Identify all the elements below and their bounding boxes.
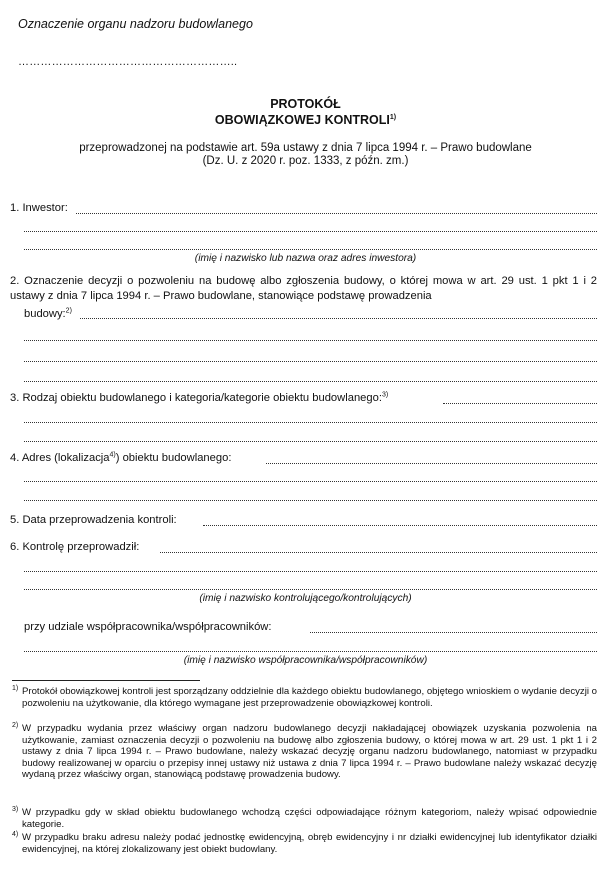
object-type-field-line-2[interactable] <box>24 422 597 423</box>
footnote-2-number: 2) <box>12 722 19 729</box>
footnote-3 <box>12 807 597 830</box>
footnote-2 <box>12 723 597 781</box>
address-label-b: ) obiektu budowlanego: <box>115 452 232 464</box>
inspection-date-field-line[interactable] <box>203 525 597 526</box>
document-title: PROTOKÓŁ <box>270 97 341 111</box>
address-field-line-2[interactable] <box>24 481 597 482</box>
coworker-field-line-2[interactable] <box>24 651 597 652</box>
investor-field-line-2[interactable] <box>24 231 597 232</box>
footnote-1-number: 1) <box>12 685 19 692</box>
title-line2: OBOWIĄZKOWEJ KONTROLI <box>214 113 390 127</box>
decision-footnote-ref: 2) <box>65 307 72 315</box>
legal-basis-line1: przeprowadzonej na podstawie art. 59a ustawy z dnia 7 lipca 1994 r. – Prawo budowlane <box>79 142 532 154</box>
footnote-separator <box>12 680 200 681</box>
decision-label-end <box>24 308 72 320</box>
organ-dots: ………………………………………………….. <box>18 56 238 68</box>
decision-last-word: budowy: <box>24 308 66 320</box>
object-type-label <box>10 392 388 404</box>
footnote-3-text: W przypadku gdy w skład obiektu budowlanego wchodzą części odpowiadające różnym kategoriom, należy wpisać odpowiednie kategorie. <box>22 807 597 830</box>
decision-field-line-1[interactable] <box>80 318 597 319</box>
decision-field-line-2[interactable] <box>24 340 597 341</box>
address-footnote-ref: 4) <box>109 451 116 459</box>
document-subtitle-heading <box>0 113 611 127</box>
investor-label: 1. Inwestor: <box>10 202 68 214</box>
address-field-line-3[interactable] <box>24 500 597 501</box>
title-footnote-ref: 1) <box>389 113 397 121</box>
object-type-footnote-ref: 3) <box>381 391 389 399</box>
object-type-field-line-3[interactable] <box>24 441 597 442</box>
decision-field-line-3[interactable] <box>24 361 597 362</box>
footnote-4-text: W przypadku braku adresu należy podać jednostkę ewidencyjną, obręb ewidencyjny i nr działki ewidencyjnej lub identyfikator działki ewidencyjnej, na której zlokalizowany jest obiekt budowlany. <box>22 832 597 855</box>
investor-caption: (imię i nazwisko lub nazwa oraz adres inwestora) <box>194 253 417 264</box>
footnote-4 <box>12 832 597 855</box>
coworker-caption: (imię i nazwisko współpracownika/współpracowników) <box>183 655 428 666</box>
address-field-line-1[interactable] <box>266 463 597 464</box>
controller-field-line-1[interactable] <box>160 552 597 553</box>
organ-label: Oznaczenie organu nadzoru budowlanego <box>18 17 253 31</box>
decision-label: 2. Oznaczenie decyzji o pozwoleniu na budowę albo zgłoszenia budowy, o której mowa w art. 29 ust. 1 pkt 1 i 2 ustawy z dnia 7 lipca 1994 r. – Prawo budowlane, stanowiące podstawę prowadzenia <box>10 275 597 302</box>
decision-field-line-4[interactable] <box>24 381 597 382</box>
footnote-1-text: Protokół obowiązkowej kontroli jest sporządzany oddzielnie dla każdego obiektu budowlanego, objętego wnioskiem o wydanie decyzji o pozwoleniu na użytkowanie, dla którego wymagane jest przeprowadzenie obowiązkowej kontroli. <box>22 686 597 709</box>
footnote-3-number: 3) <box>12 806 19 813</box>
inspection-date-label: 5. Data przeprowadzenia kontroli: <box>10 514 177 526</box>
object-type-label-text: 3. Rodzaj obiektu budowlanego i kategoria/kategorie obiektu budowlanego: <box>10 392 382 404</box>
footnote-2-text: W przypadku wydania przez właściwy organ nadzoru budowlanego decyzji nakładającej obowiązek uzyskania pozwolenia na użytkowanie, zamiast oznaczenia decyzji o pozwoleniu na budowę albo zgłoszenia budowy, o której mowa w art. 29 ust. 1 pkt 1 i 2 ustawy z dnia 7 lipca 1994 r. – Prawo budowlane, należy wskazać decyzję organu nadzoru budowlanego, natomiast w przypadku budowy realizowanej w oparciu o przepisy innej ustawy niż ustawa z dnia 7 lipca 1994 r. – Prawo budowlane należy wskazać decyzję wydaną przez właściwy organ, stanowiącą podstawę prowadzenia budowy. <box>22 723 597 781</box>
controller-caption: (imię i nazwisko kontrolującego/kontrolujących) <box>199 593 412 604</box>
footnote-1 <box>12 686 597 709</box>
footnote-4-number: 4) <box>12 831 19 838</box>
controller-field-line-3[interactable] <box>24 589 597 590</box>
controller-field-line-2[interactable] <box>24 571 597 572</box>
address-label-a: 4. Adres (lokalizacja <box>10 452 110 464</box>
object-type-field-line-1[interactable] <box>443 403 597 404</box>
controller-label: 6. Kontrolę przeprowadził: <box>10 541 140 553</box>
coworker-field-line-1[interactable] <box>310 632 597 633</box>
legal-basis-line2: (Dz. U. z 2020 r. poz. 1333, z późn. zm.) <box>202 155 409 167</box>
investor-field-line-3[interactable] <box>24 249 597 250</box>
coworker-label: przy udziale współpracownika/współpracowników: <box>24 621 272 633</box>
investor-field-line-1[interactable] <box>76 213 597 214</box>
address-label <box>10 452 231 464</box>
